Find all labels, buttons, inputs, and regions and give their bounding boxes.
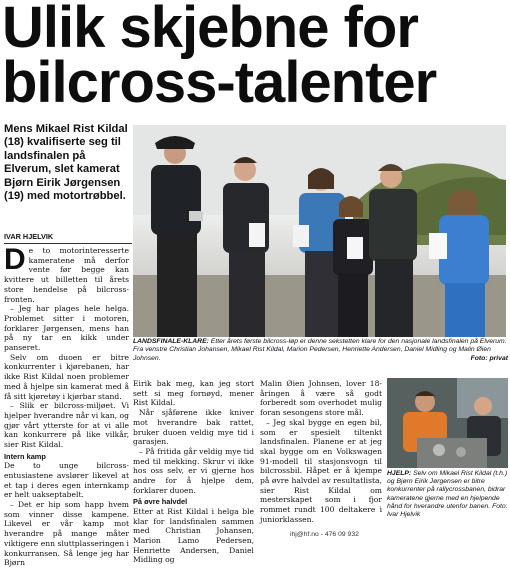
article-column-2: [133, 379, 254, 565]
col1-paragraph-4: – Slik er bilcross-miljøet. Vi hjelper hverandre når vi kan, og gjør vårt ytterste for at vi alle kan konkurrere på like vilkår, sier Rist Kildal.: [4, 401, 129, 450]
garage-photo-caption: [387, 470, 508, 519]
caption-label: LANDSFINALE-KLARE:: [133, 338, 209, 345]
article-column-1: [4, 243, 129, 568]
caption-text: Etter årets første bilcross-løp er denne sekstetten klare for den nasjonale landsfinalen på Elverum. Fra venstre Christian Johansen, Mikael Rist Kildal, Marion Pedersen, Henriette Andersen, Daniel Midling og Malin Øien Johnsen.: [133, 338, 507, 362]
col2-paragraph-2: Når sjåførene ikke kniver mot hverandre bak rattet, bruker duoen veldig mye tid i garasjen.: [133, 408, 254, 447]
col2-paragraph-3: – På fritida går veldig mye tid med til mekking. Skrur vi ikke hos oss selv, er vi gjerne hos andre for å hjelpe dem, forklarer duoen.: [133, 446, 254, 495]
reporter-contact: ihj@hf.no - 476 09 932: [290, 531, 359, 538]
garage-photo-illustration: [387, 378, 508, 468]
col3-paragraph-2: – Jeg skal bygge en egen bil, som er spesielt tiltenkt landsfinalen. Planene er at jeg skal bygge om en Volkswagen 91-modell til stasjonsvogn til bilcrossbil. Håpet er å kjempe på øvre halvdel av resultatlista, sier Rist Kildal om mesterskapet som i fjor rommet rundt 100 deltakere i juniorklassen.: [260, 417, 382, 524]
col1-paragraph-3: Selv om duoen er bitre konkurrenter i kjørebanen, har ikke Rist Kildal noen problemer med å hjelpe sin kamerat med å få sitt kjøretøy i kjørbar stand.: [4, 352, 129, 401]
headline-line-2: bilcross-talenter: [2, 50, 437, 115]
article-column-3: [260, 379, 382, 525]
subheading-intern-kamp: Intern kamp: [4, 451, 46, 461]
col2-paragraph-4: Etter at Rist Kildal i helga ble klar for landsfinalen sammen med Christian Johansen, Marion Lamo Pedersen, Henriette Andersen, Daniel Midling og: [133, 506, 254, 565]
caption2-label: HJELP:: [387, 470, 412, 477]
headline: [2, 0, 508, 115]
col1-paragraph-5: De to unge bilcross-entusiastene avslører likevel at et tap i deres egen internkamp er helt uakseptabelt.: [4, 461, 129, 500]
col1-paragraph-2: – Jeg har plages hele helga. Problemet sitter i motoren, forklarer Jørgensen, mens han på ny tar en kikk under panseret.: [4, 304, 129, 353]
garage-photo: [387, 378, 508, 468]
col1-paragraph-1: e to motorinteresserte kameratene må derfor vente før begge kan kvittere ut billetten til årets store hendelse på bilcross-fronten.: [4, 246, 129, 304]
col2-paragraph-1: Eirik bak meg, kan jeg stort sett si meg fornøyd, mener Rist Kildal.: [133, 379, 254, 408]
headline-line-1: Ulik skjebne for: [2, 0, 418, 60]
caption2-text: Selv om Mikael Rist Kildal (t.h.) og Bjørn Eirik Jørgensen er bitre konkurrenter på rallycrossbanen, bidrar kameratene gjerne med en hjelpende hånd for hverandre utenfor banen.: [387, 470, 508, 510]
col3-paragraph-1: Malin Øien Johnsen, lover 18-åringen å være så godt forberedt som overhodet mulig foran sesongens store mål.: [260, 379, 382, 418]
subheading-ovre-halvdel: På øvre halvdel: [133, 497, 188, 507]
col1-paragraph-6: – Det er hip som happ hvem som vinner disse kampene. Likevel er vår kamp mot hverandre på mange måter viktigere enn sluttplasseringen i konkurransen. Så lenge jeg har Bjørn: [4, 500, 129, 568]
group-photo-caption: [133, 338, 508, 363]
byline: IVAR HJELVIK: [4, 232, 132, 244]
lead-paragraph: Mens Mikael Rist Kildal (18) kvalifiserte seg til landsfinalen på Elverum, slet kamerat Bjørn Eirik Jørgensen (19) med motortrøbbel.: [4, 123, 128, 203]
group-photo: [133, 125, 506, 337]
group-photo-illustration: [133, 125, 506, 337]
caption-photo-credit: Foto: privat: [470, 354, 508, 362]
drop-cap: D: [4, 243, 26, 276]
caption2-photo-credit: Foto: Ivar Hjelvik: [387, 502, 508, 519]
